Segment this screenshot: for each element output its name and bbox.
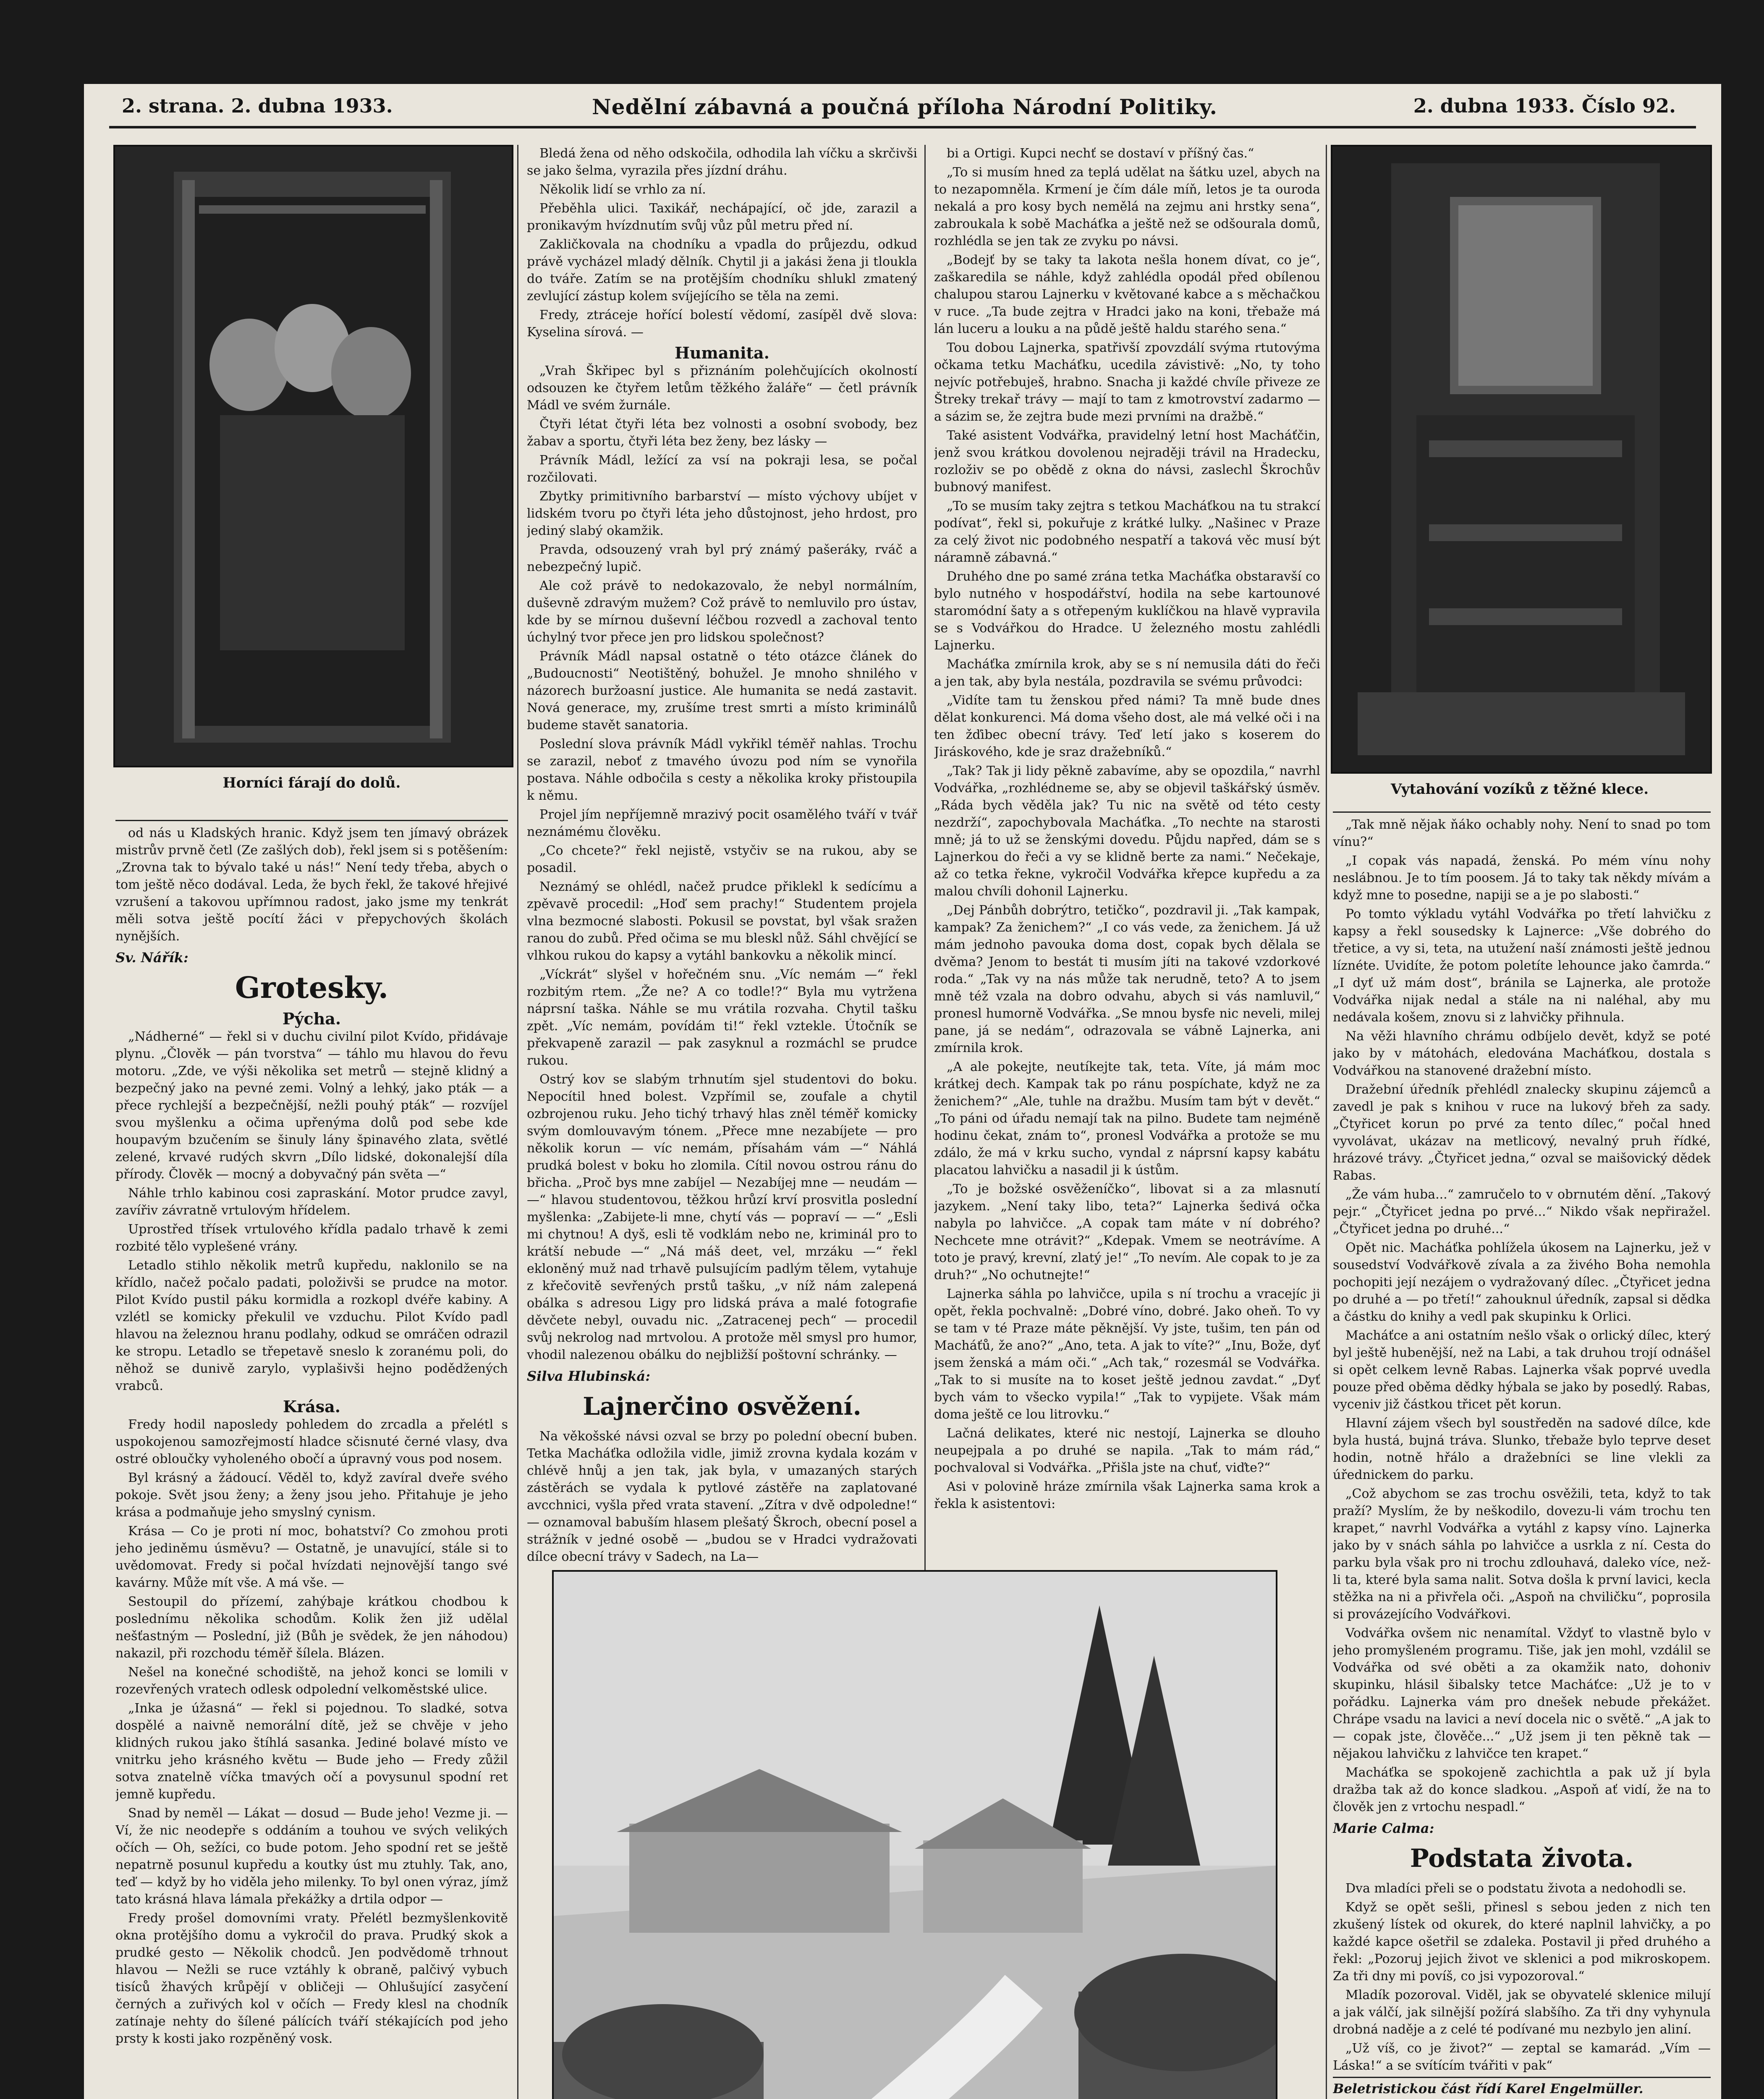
- author-calma: Marie Calma:: [1333, 1820, 1434, 1836]
- paragraph: Dražební úředník přehlédl znalecky skupinu zájemců a zavedl je pak s knihou v ruce na lukový břeh za sady. „Čtyřicet korun po prvé za tento dílec,“ počal hned vyvolávat, ukázav na metlicový, nevalný pruh řídké, hrázové trávy. „Čtyřicet jedna,“ ozval se maišovický dědek Rabas.: [1333, 1082, 1711, 1183]
- paragraph: Hlavní zájem všech byl soustředěn na sadové dílce, kde byla hustá, bujná tráva. Slunko, třebaže bylo teprve deset hodin, notně hřálo a dražebníci se line vlekli za úřednickem do parku.: [1333, 1416, 1711, 1482]
- paragraph: „Tak? Tak ji lidy pěkně zabavíme, aby se opozdila,“ navrhl Vodvářka, „rozhlédneme se, aby se objevil taškářský úsměv. „Ráda bych věděla jak? Tu nic na světě od této cesty nezdrží“, zapochybovala Macháťka. „To nechte na starosti mně; já to už se ženskými dovedu. Půjdu napřed, dám se s Lajnerkou do řeči a vy se klidně berte za nami.“ Nečekaje, až co tetka řekne, vykročil Vodvářka křepce kupředu a za malou chvíli dohonil Lajnerku.: [934, 764, 1320, 899]
- paragraph: Bledá žena od něho odskočila, odhodila lah víčku a skrčivši se jako šelma, vyrazila přes jízdní dráhu.: [527, 146, 917, 178]
- paragraph: Uprostřed třísek vrtulového křídla padalo trhavě k zemi rozbité tělo vyplešené vrány.: [115, 1222, 508, 1254]
- paragraph: „Že vám huba...“ zamručelo to v obrnutém dění. „Takový pejr.“ „Čtyřicet jedna po prvé...“ Nikdo však nepřiražel. „Čtyřicet jedna po druhé...“: [1333, 1187, 1711, 1236]
- paragraph: Fredy hodil naposledy pohledem do zrcadla a přelétl s uspokojenou samozřejmostí hladce sčisnuté černé vlasy, dva ostré obloučky vyholeného obočí a úpravný vous pod nosem.: [115, 1417, 508, 1466]
- article-title-lajnercino: Lajnerčino osvěžení.: [583, 1392, 861, 1421]
- paragraph: „To je božské osvěženíčko“, libovat si a za mlasnutí jazykem. „Není taky libo, teta?“ Lajnerka šedivá očka nabyla po lahvičce. „A copak tam máte v ní dobrého? Nechcete mne otrávit?“ „Kdepak. Vmem se neotrávíme. A toto je pravý, krevní, zlatý je!“ „To nevím. Ale copak to je za druh?“ „No ochutnejte!“: [934, 1182, 1320, 1282]
- paragraph: Macháťka zmírnila krok, aby se s ní nemusila dáti do řeči a jen tak, aby byla nestála, pozdravila se svému průvodci:: [934, 657, 1320, 689]
- column-divider: [1326, 145, 1327, 2099]
- paragraph: Několik lidí se vrhlo za ní.: [539, 182, 706, 197]
- paragraph: „A ale pokejte, neutíkejte tak, teta. Víte, já mám moc krátkej dech. Kampak tak po ránu pospíchate, když ne za ženichem?“ „Ale, tuhle na dražbu. Musím tam být v devět.“ „To páni od úřadu nemají tak na pilno. Budete tam nejméně hodinu čekat, znám to“, pronesl Vodvářka a protože se mu zdálo, že má v krku sucho, vyndal z náprsní kapsy kabátu placatou lahvičku a nasadil ji k ústům.: [934, 1060, 1320, 1178]
- paragraph: Lajnerka sáhla po lahvičce, upila s ní trochu a vracejíc ji opět, řekla pochvalně: „Dobré víno, dobré. Jako oheň. To vy se tam v té Praze máte pěknější. Vy jste, tušim, ten pán od Macháťů, že ano?“ „Ano, teta. A jak to víte?“ „Inu, Bože, dyť jsem ženská a mám oči.“ „Ach tak,“ rozesmál se Vodvářka. „Tak to si musíte na to koset ještě jednou zavdat.“ „Dyť bych vám to všecko vypila!“ „Tak to vypijete. Však mám doma ještě ce lou litrovku.“: [934, 1287, 1320, 1422]
- photo-miners-image: [115, 147, 512, 766]
- author-narik: Sv. Nářík:: [115, 950, 188, 966]
- paragraph: Po tomto výkladu vytáhl Vodvářka po třetí lahvičku z kapsy a řekl sousedsky k Lajnerce: „Vše dobrého do třetice, a vy si, teta, na utužení naší známosti ještě jednou líznéte. Uvidíte, že potom poletíte lehounce jako čamrda.“ „I dyť už mám dost“, bránila se Lajnerka, ale protože Vodvářka nijak nedal a stále na ni naléhal, aby mu nedávala košem, znovu si z lahvičky přihnula.: [1333, 907, 1711, 1025]
- paragraph: Macháťce a ani ostatním nešlo však o orlický dílec, který byl ještě hubenější, než na Labi, a tak druhou trojí odnášel si opět celkem levně Rabas. Lajnerka však poprvé uvedla pouze před oběma dědky hýbala se jako by posedlý. Rabas, vyceniv již částkou třicet pět korun.: [1333, 1328, 1711, 1412]
- masthead-left: 2. strana. 2. dubna 1933.: [122, 94, 393, 117]
- paragraph: „Nádherné“ — řekl si v duchu civilní pilot Kvído, přidávaje plynu. „Člověk — pán tvorstva“ — táhlo mu hlavou do řevu motoru. „Zde, ve výši několika set metrů — stejně klidný a bezpečný jako na pevné zemi. Volný a lehký, jako pták — a přece rychlejší a bezpečnější, nežli pouhý pták“ — rozvíjel svou myšlenku a očima upřenýma dolů pod sebe kde houpavým bzučením se šinuly lány špinavého zlata, světlé zelené, krvavé rudých skvrn „Dílo lidské, dokonalejší díla přírody. Člověk — mocný a dobyvačný pán světa —“: [115, 1029, 508, 1182]
- paragraph: „Vidíte tam tu ženskou před námi? Ta mně bude dnes dělat konkurenci. Má doma všeho dost, ale má velké oči i na ten žďibec obecní trávy. Teď letí jako s koserem do Jiráskového, kde je sraz dražebníků.“: [934, 693, 1320, 759]
- paragraph: Pravda, odsouzený vrah byl prý známý pašeráky, rváč a nebezpečný lupič.: [527, 542, 917, 574]
- caption-miners: Horníci fárají do dolů.: [222, 775, 401, 791]
- photo-wagons: [1331, 145, 1712, 774]
- subhead-humanita: Humanita.: [675, 343, 769, 362]
- paragraph: Právník Mádl napsal ostatně o této otázce článek do „Budoucnosti“ Neotištěný, bohužel. Je mnoho shnilého v názorech buržoasní justice. Ale humanita se nedá zastavit. Nová generace, my, zrušíme trest smrti a místo kriminálů budeme stavět sanatoria.: [527, 649, 917, 733]
- paragraph: Byl krásný a žádoucí. Věděl to, když zavíral dveře svého pokoje. Svět jsou ženy; a ženy jsou jeho. Přitahuje je jeho krása a podmaňuje jeho smyslný cynism.: [115, 1471, 508, 1520]
- column-1: [115, 817, 508, 2099]
- column-divider: [517, 145, 518, 2099]
- paragraph: „Co chcete?“ řekl nejistě, vstyčiv se na rukou, aby se posadil.: [527, 843, 917, 875]
- rule: [1333, 811, 1711, 813]
- masthead-right: 2. dubna 1933. Číslo 92.: [1413, 94, 1676, 117]
- paragraph: Ale což právě to nedokazovalo, že nebyl normálním, duševně zdravým mužem? Což právě to nemluvilo pro ústav, kde by se mírnou duševní léčbou rozvedl a zachoval tento úchylný tvor přece jen pro lidskou společnost?: [527, 578, 917, 645]
- article-title-grotesky: Grotesky.: [235, 970, 389, 1005]
- paragraph: Vodvářka ovšem nic nenamítal. Vždyť to vlastně bylo v jeho promyšleném programu. Tiše, jak jen mohl, vzdálil se Vodvářka od své oběti a za okamžik nato, dohoniv skupinku, hlásil šibalsky tetce Macháťce: „Už je to v pořádku. Lajnerka vám pro dnešek nebude překážet. Chrápe vsadu na lavici a neví docela nic o světě.“ „A jak to — copak jste, člověče...“ „Už jsem ji ten pěkně tak — nějakou lahvičku z lahvičce ten krapet.“: [1333, 1626, 1711, 1761]
- paragraph: „Už víš, co je život?“ — zeptal se kamarád. „Vím — Láska!“ a se svítícím tvářiti v pak“: [1333, 2041, 1711, 2073]
- subhead-krasa: Krása.: [283, 1397, 340, 1416]
- column-4: [1333, 808, 1711, 2099]
- paragraph: Lačná delikates, které nic nestojí, Lajnerka se dlouho neupejpala a po druhé se napila. „Tak to mám rád,“ pochvaloval si Vodvářka. „Přišla jste na chuť, viďte?“: [934, 1426, 1320, 1475]
- paragraph: „I copak vás napadá, ženská. Po mém vínu nohy neslábnou. Je to tím poosem. Já to taky tak někdy mívám a když mne to posedne, napiji se a je po slabosti.“: [1333, 853, 1711, 903]
- paragraph: Nešel na konečné schodiště, na jehož konci se lomili v rozevřených vratech odlesk odpolední velkoměstské ulice.: [115, 1665, 508, 1697]
- paragraph: bi a Ortigi. Kupci nechť se dostaví v příšný čas.“: [947, 146, 1254, 161]
- paragraph: „To se musím taky zejtra s tetkou Macháťkou na tu strakcí podívat“, řekl si, pokuřuje z krátké lulky. „Našinec v Praze za celý život nic podobného nespatří a taková věc musí být náramně zábavná.“: [934, 499, 1320, 565]
- caption-wagons: Vytahování vozíků z těžné klece.: [1390, 781, 1649, 798]
- paragraph: Fredy, ztráceje hořící bolestí vědomí, zasípěl dvě slova: Kyselina sírová. —: [527, 308, 917, 340]
- paragraph: „Inka je úžasná“ — řekl si pojednou. To sladké, sotva dospělé a naivně nemorální dítě, jež se chvěje v jeho klidných rukou jako štíhlá sasanka. Jediné bolavé místo ve vnitrku jeho krásného květu — Bude jeho — Fredy zůžil sotva znatelně víčka tmavých očí a povysunul spodní ret jemně kupředu.: [115, 1701, 508, 1802]
- paragraph: Mladík pozoroval. Viděl, jak se obyvatelé sklenice milují a jak válčí, jak silnější požírá slabšího. Za tři dny vyhynula drobná naděje a z celé té podívané mu nezbylo jen aliní.: [1333, 1988, 1711, 2037]
- masthead-title: Nedělní zábavná a poučná příloha Národní Politiky.: [592, 94, 1217, 119]
- paragraph: Zbytky primitivního barbarství — místo výchovy ubíjet v lidském tvoru po čtyři léta jeho důstojnost, jeho hrdost, pro jediný slabý okamžik.: [527, 489, 917, 538]
- paragraph: Náhle trhlo kabinou cosi zapraskání. Motor prudce zavyl, zavířiv závratně vrtulovým hřídelem.: [115, 1186, 508, 1218]
- paragraph: „Tak mně nějak ňáko ochably nohy. Není to snad po tom vínu?“: [1333, 817, 1711, 849]
- paragraph: Zakličkovala na chodníku a vpadla do průjezdu, odkud právě vycházel mladý dělník. Chytil ji a jakási žena ji tloukla do tváře. Zatím se na protějším chodníku shlukl zmatený zevlující zástup kolem svíjejícího se těla na zemi.: [527, 237, 917, 304]
- column-3: [934, 145, 1320, 1656]
- paragraph: Macháťka se spokojeně zachichtla a pak už jí byla dražba tak až do konce sladkou. „Aspoň ať vidí, že na to člověk jen z vrtochu nespadl.“: [1333, 1765, 1711, 1814]
- paragraph: „Víckrát“ slyšel v hořečném snu. „Víc nemám —“ řekl rozbitým rtem. „Že ne? A co todle!?“ Byla mu vytržena náprsní taška. Náhle se mu vrátila rozvaha. Chytil tašku zpět. „Víc nemám, povídám ti!“ řekl vztekle. Útočník se překvapeně zarazil — pak zasyknul a rozmáchl se prudce rukou.: [527, 967, 917, 1068]
- photo-wagons-image: [1332, 147, 1710, 772]
- paragraph: Právník Mádl, ležící za vsí na pokraji lesa, se počal rozčilovati.: [527, 453, 917, 485]
- photo-dul-frantisek-image: [554, 1572, 1276, 2099]
- paragraph: „Vrah Škřipec byl s přiznáním polehčujících okolností odsouzen ke čtyřem letům těžkého žaláře“ — četl právník Mádl ve svém žurnále.: [527, 364, 917, 413]
- paragraph: Fredy prošel domovními vraty. Přelétl bezmyšlenkovitě okna protějšího domu a vykročil do prava. Prudký skok a prudké gesto — Několik chodců. Jen podvědomě trhnout hlavou — Nežli se ruce vztáhly k obraně, palčivý vybuch tisíců žhavých krůpějí v obličeji — Ohlušující zasyčení černých a zuřivých kol v očích — Fredy klesl na chodník zatínaje nehty do šílené pálících tváří stékajících pod jeho prsty k kosti jako rozpěněný vosk.: [115, 1911, 508, 2046]
- paragraph: Neznámý se ohlédl, načež prudce přiklekl k sedícímu a zpěvavě procedil: „Hoď sem prachy!“ Studentem projela vlna bezmocné slabosti. Pokusil se povstat, byl však sražen ranou do zubů. Před očima se mu bleskl nůž. Sáhl chvějící se vlhkou rukou do kapsy a vytáhl bankovku a několik mincí.: [527, 879, 917, 963]
- paragraph: Druhého dne po samé zrána tetka Macháťka obstaravší co bylo nutného v hospodářství, hodila na sebe kartounové staromódní šaty a s otřepeným kuklíčkou na hlavě vypravila se s Vodvářkou do Hradce. U železného mostu zahlédli Lajnerku.: [934, 569, 1320, 653]
- subhead-pycha: Pýcha.: [282, 1009, 341, 1028]
- paragraph: Letadlo stihlo několik metrů kupředu, naklonilo se na křídlo, načež počalo padati, položivši se prudce na motor. Pilot Kvído pustil páku kormidla a rozkopl dvéře kabiny. A vzlétl se komicky překulil ve vzduchu. Pilot Kvído padl hlavou na železnou hranu podlahy, odkud se omráčen odrazil ke stropu. Letadlo se třepetavě sneslo k zoranému poli, do něhož se dunivě zarylo, vyplašivši hejno podědžených vrabců.: [115, 1258, 508, 1393]
- paragraph: „Dej Pánbůh dobrýtro, tetičko“, pozdravil ji. „Tak kampak, kampak? Za ženichem?“ „I co vás vede, za ženichem. Já už mám jednoho pavouka doma dost, copak bych dělala se dvěma? Jenom to bestát ti musím jíti na takové vzdorkové roda.“ „Tak vy na nás může tak nerudně, teto? A to jsem mně též vzala na dobro odvahu, abych si vás namluvil,“ pronesl humorně Vodvářka. „Se mnou bysfe nic neveli, milej pane, já se nedám“, odrazovala se vábně Lajnerka, ani zmírnila krok.: [934, 903, 1320, 1055]
- paragraph: „Bodejť by se taky ta lakota nešla honem dívat, co je“, zaškaredila se náhle, když zahlédla opodál před obílenou chalupou starou Lajnerku v květované kabce a s měchačkou v ruce. „Ta bude zejtra v Hradci jako na koni, třebaže má lán luceru a louku a na půdě ještě haldu starého sena.“: [934, 253, 1320, 336]
- paragraph: Poslední slova právník Mádl vykřikl téměř nahlas. Trochu se zarazil, neboť z tmavého úvozu pod ním se vynořila postava. Náhle odbočila s cesty a několika kroky přistoupila k němu.: [527, 737, 917, 803]
- article-title-podstata: Podstata života.: [1410, 1844, 1634, 1873]
- paragraph: Snad by neměl — Lákat — dosud — Bude jeho! Vezme ji. — Ví, že nic neodepře s oddáním a touhou ve svých velikých očích — Oh, sežíci, co bude potom. Jeho spodní ret se ještě nepatrně posunul kupředu a koutky úst mu ztuhly. Tak, ano, teď — když by ho viděla jeho milenky. To byl onen výraz, jímž tato krásná hlava lámala překážky a drtila odpor —: [115, 1806, 508, 1907]
- paragraph: Krása — Co je proti ní moc, bohatství? Co zmohou proti jeho jediněmu úsměvu? — Ostatně, je unavující, stále si to uvědomovat. Fredy si počal hvízdati nejnovější tango své kavárny. Může mít vše. A má vše. —: [115, 1524, 508, 1590]
- paragraph: Čtyři létat čtyři léta bez volnosti a osobní svobody, bez žabav a sportu, čtyři léta bez ženy, bez lásky —: [527, 417, 917, 449]
- paragraph: od nás u Kladských hranic. Když jsem ten jímavý obrázek mistrův prvně četl (Ze zašlých dob), řekl jsem si s potěšením: „Zrovna tak to bývalo také u nás!“ Není tedy třeba, abych o tom ještě něco dodával. Leda, že bych řekl, že takové hřejivé vzrušení a takovou upřímnou radost, jako jsme my tenkrát měli sotva ještě pocítí žáci v přepychových školách nynějších.: [115, 826, 508, 944]
- column-divider: [924, 145, 926, 1656]
- paragraph: Dva mladíci přeli se o podstatu života a nedohodli se.: [1345, 1881, 1686, 1896]
- author-hlubinska: Silva Hlubinská:: [527, 1368, 651, 1384]
- editor-credit: Beletristickou část řídí Karel Engelmüller.: [1333, 2077, 1711, 2098]
- paragraph: Na věži hlavního chrámu odbíjelo devět, když se poté jako by v mátohách, eledovánа Macháťkou, dostala s Vodvářkou na stanovené dražební místo.: [1333, 1029, 1711, 1078]
- paragraph: Ostrý kov se slabým trhnutím sjel studentovi do boku. Nepocítil hned bolest. Vzpřímil se, zoufale a chytil ozbrojenou ruku. Jeho tichý trhavý hlas zněl téměř komicky svým domlouvavým tónem. „Přece mne nezabíjete — pro několik korun — víc nemám, přísahám vám —“ Náhlá prudká bolest v boku ho zlomila. Cítil novou ostrou ránu do břicha. „Proč bys mne zabíjel — Nezabíjej mne — neudám — —“ hlavou studentovou, těžkou hrůzí krví prosvitla poslední myšlenka: „Zabijete-li mne, chytí vás — popraví — —“ „Esli mi chytnou! A dyš, esli tě vodklám nebo ne, kriminál pro to krátší nebude —“ „Ná máš deet, vel, mrzáku —“ řekl ekloněný muž nad trhavě pulsujícím padlým tělem, vytahuje z křečovitě sevřených prstů tašku, „v níž nám zalepená obálka s adresou Ligy pro lidská práva a malé fotografie děvčete nebyl, ouvadu nic. „Zatracenej pech“ — procedil svůj nekrolog nad mrtvolou. A protože měl smysl pro humor, vhodil nalezenou obálku do nejbližší poštovní schránky. —: [527, 1072, 917, 1362]
- paragraph: Asi v polovině hráze zmírnila však Lajnerka sama krok a řekla k asistentovi:: [934, 1479, 1320, 1511]
- paragraph: „Což abychom se zas trochu osvěžili, teta, když to tak praží? Myslím, že by neškodilo, dovezu-li vám trochu ten krapet,“ navrhl Vodvářka a vytáhl z kapsy víno. Lajnerka jako by v snách sáhla po lahvičce a usrkla z ní. Cesta do parku byla však pro ni trochu zdlouhavá, daleko více, než-li ta, které byla sama nalit. Sotva došla k první lavici, kecla stěžka na ni a přivřela oči. „Aspoň na chviličku“, poprosila si provázejícího Vodvářkovi.: [1333, 1487, 1711, 1622]
- photo-dul-frantisek: [552, 1570, 1277, 2099]
- paragraph: Když se opět sešli, přinesl s sebou jeden z nich ten zkušený lístek od okurek, do které naplnil lahvičky, a po každé kapce ošetřil se zdaleka. Postavil ji před druhého a řekl: „Pozoruj jejich život ve sklenici a pod mikroskopem. Za tři dny mi povíš, co jsi vypozoroval.“: [1333, 1900, 1711, 1984]
- photo-miners: [113, 145, 513, 767]
- paragraph: Přeběhla ulici. Taxikář, nechápající, oč jde, zarazil a pronikavým hvízdnutím svůj vůz půl metru před ní.: [527, 201, 917, 233]
- paragraph: Opět nic. Macháťka pohlížela úkosem na Lajnerku, jež v sousedství Vodvářkově zívala a za živého Boha nemohla pochopiti její nezájem o vydražovaný dílec. „Čtyřicet jedna po druhé a — po třetí!“ zahouknul úředník, zapsal si dědka a částku do knihy a vedl pak skupinku k Orlici.: [1333, 1241, 1711, 1324]
- paragraph: Tou dobou Lajnerka, spatřivší zpovzdálí svýma rtutovýma očkama tetku Macháťku, ucedila závistivě: „No, ty toho nejvíc potřebuješ, hrabno. Snacha ji každé chvíle přiveze ze Štreky trekař trávy — mají to tam z kmotrovství zadarmo — a sázim se, že zejtra bude mezi prvními na dražbě.“: [934, 340, 1320, 424]
- paragraph: Sestoupil do přízemí, zahýbaje krátkou chodbou k poslednímu několika schodům. Kolik žen již udělal nešťastným — Poslední, již (Bůh je svědek, že jen náhodou) nakazil, při rozchodu téměř šílela. Blázen.: [115, 1594, 508, 1661]
- paragraph: Na věkošské návsi ozval se brzy po polední obecní buben. Tetka Macháťka odložila vidle, jimiž zrovna kydala kozám v chlévě hnůj a jen tak, jak byla, v umazaných starých zástěrách se vydala k pytlové zástěře na zaplatované avcchnici, vyšla před vrata stavení. „Zítra v dvě odpoledne!“ — oznamoval babuším hlasem plešatý Škroch, obecní posel a strážník v jedné osobě — „budou se v Hradci vydražovati dílce obecní trávy v Sadech, na La—: [527, 1429, 917, 1564]
- rule: [115, 820, 508, 821]
- paragraph: Také asistent Vodvářka, pravidelný letní host Macháťčin, jenž svou krátkou dovolenou nejraději trávil na Hradecku, rozloživ se po obědě z okna do návsi, zaslechl Škrochův bubnový manifest.: [934, 428, 1320, 495]
- column-2: [527, 145, 917, 1656]
- paragraph: „To si musím hned za teplá udělat na šátku uzel, abych na to nezapomněla. Krmení je čím dále míň, letos je ta ouroda nekalá a pro kosy bych nemělá na zejmu ani hrstky sena“, zabroukala k sobě Macháťka a ještě než se odšourala domů, rozhlédla se jen tak ze zvyku po návsi.: [934, 165, 1320, 249]
- masthead-rule: [109, 126, 1696, 128]
- paragraph: Projel jím nepříjemně mrazivý pocit osamělého tváří v tvář neznámému člověku.: [527, 807, 917, 839]
